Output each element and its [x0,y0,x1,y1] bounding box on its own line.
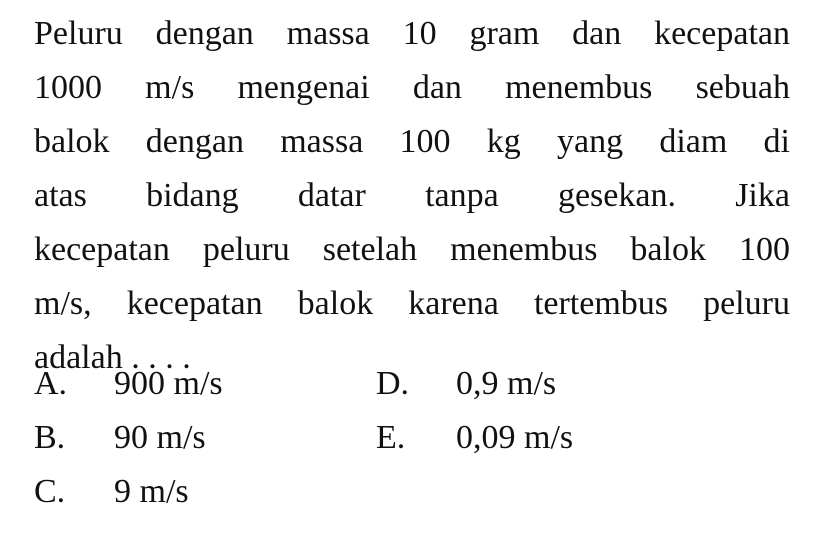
option-value: 0,09 m/s [456,419,574,456]
word: Peluru [34,15,123,52]
word: kecepatan [126,285,263,322]
word: 100 [399,123,451,160]
word: tertembus [533,285,669,322]
word: massa [286,15,370,52]
question-line-6 [34,284,790,324]
word: 1000 [34,69,102,106]
word: peluru [202,231,290,268]
question-line-7: adalah . . . . [34,339,191,376]
word: kecepatan [34,231,170,268]
word: peluru [703,285,790,322]
word: gesekan. [557,177,676,214]
word: mengenai [237,69,370,106]
word: balok [297,285,374,322]
option-a[interactable] [34,364,223,404]
answer-options [34,364,790,514]
option-value: 900 m/s [114,365,223,402]
question-line-4 [34,176,790,216]
question-line-5 [34,230,790,270]
word: atas [34,177,87,214]
word: tanpa [425,177,499,214]
word: dengan [145,123,244,160]
word: Jika [735,177,790,214]
word: menembus [505,69,653,106]
option-value: 90 m/s [114,419,206,456]
word: kg [486,123,521,160]
option-b[interactable] [34,418,206,458]
word: dan [572,15,622,52]
option-value: 0,9 m/s [456,365,557,402]
option-letter: E. [376,419,406,456]
word: dengan [155,15,254,52]
word: karena [408,285,499,322]
word: 10 [402,15,437,52]
option-letter: A. [34,365,68,402]
word: diam [659,123,728,160]
word: sebuah [695,69,790,106]
word: di [763,123,790,160]
word: dan [412,69,462,106]
option-d[interactable] [376,364,556,404]
word: kecepatan [654,15,790,52]
option-c[interactable] [34,472,189,512]
question-line-3 [34,122,790,162]
word: datar [297,177,366,214]
word: m/s, [34,285,92,322]
word: balok [34,123,110,160]
word: massa [280,123,364,160]
word: yang [557,123,624,160]
word: gram [469,15,540,52]
option-e[interactable] [376,418,573,458]
option-letter: B. [34,419,66,456]
option-letter: C. [34,473,66,510]
word: 100 [738,231,790,268]
word: menembus [450,231,598,268]
word: setelah [322,231,418,268]
question-line-2 [34,68,790,108]
question-line-1 [34,14,790,54]
word: bidang [146,177,239,214]
word: m/s [145,69,195,106]
option-letter: D. [376,365,410,402]
word: balok [630,231,706,268]
option-value: 9 m/s [114,473,189,510]
